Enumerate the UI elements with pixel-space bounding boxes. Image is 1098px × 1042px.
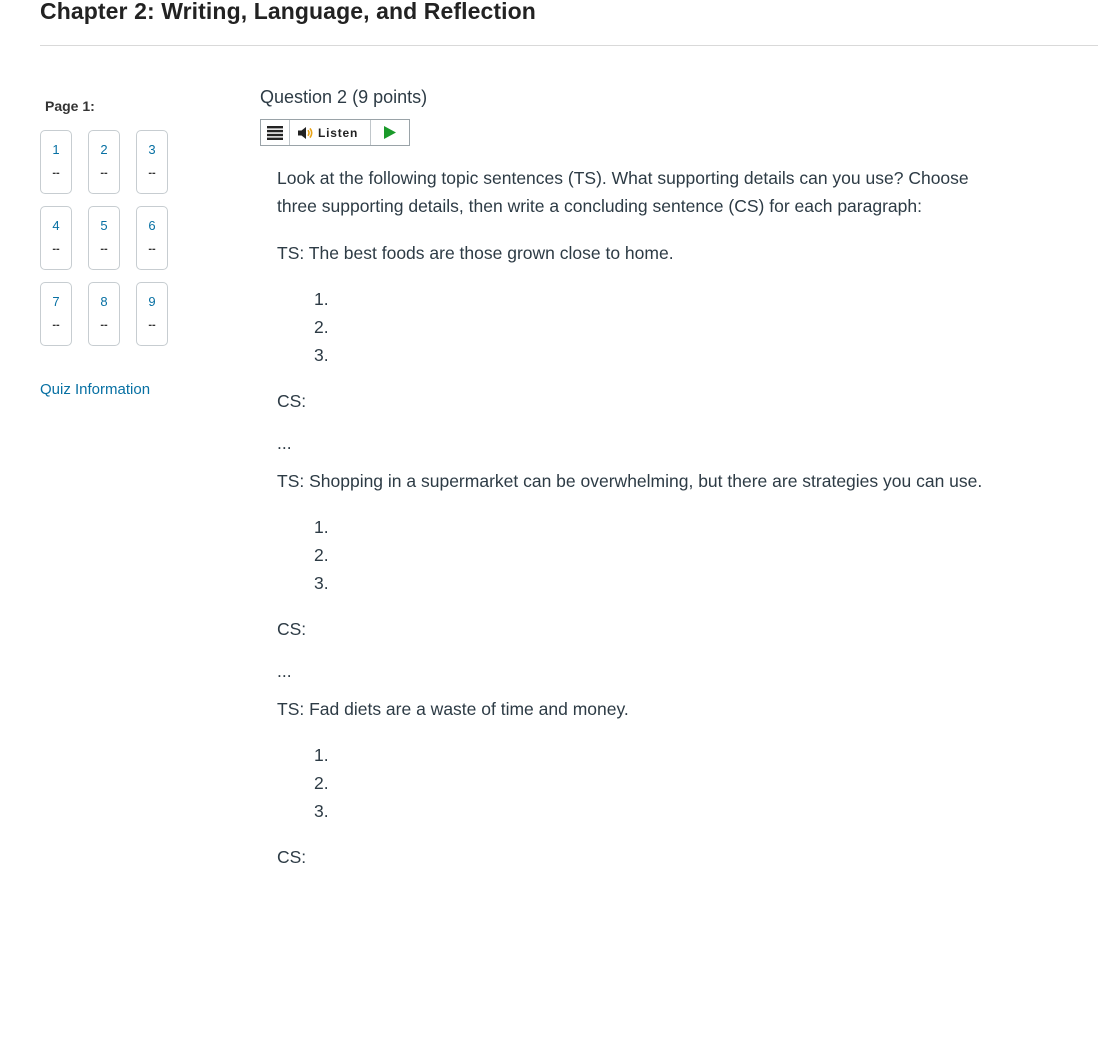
nav-question-number: 1 — [52, 142, 60, 157]
question-text — [277, 164, 997, 871]
question-points: (9 points) — [352, 87, 428, 107]
page-title: Chapter 2: Writing, Language, and Reflection — [40, 0, 536, 24]
nav-question-8[interactable] — [88, 282, 120, 346]
nav-question-status: -- — [100, 243, 108, 255]
question-number: Question 2 — [260, 87, 348, 107]
nav-question-status: -- — [100, 319, 108, 331]
play-icon — [384, 126, 396, 139]
nav-question-status: -- — [100, 167, 108, 179]
nav-question-status: -- — [52, 243, 60, 255]
nav-question-4[interactable] — [40, 206, 72, 270]
listen-label: Listen — [318, 125, 359, 140]
nav-question-7[interactable] — [40, 282, 72, 346]
list-item: 2. — [314, 773, 329, 793]
supporting-details-list — [277, 513, 997, 597]
question-title — [260, 87, 427, 108]
supporting-details-list — [277, 285, 997, 369]
list-item: 1. — [314, 289, 329, 309]
list-item: 2. — [314, 317, 329, 337]
read-aloud-toolbar — [260, 119, 410, 146]
list-item: 3. — [314, 573, 329, 593]
play-button[interactable] — [371, 120, 409, 145]
nav-question-status: -- — [52, 167, 60, 179]
nav-question-6[interactable] — [136, 206, 168, 270]
list-item: 3. — [314, 801, 329, 821]
list-item: 1. — [314, 517, 329, 537]
nav-question-9[interactable] — [136, 282, 168, 346]
nav-question-5[interactable] — [88, 206, 120, 270]
nav-page-label: Page 1: — [45, 98, 95, 114]
quiz-information-link[interactable]: Quiz Information — [40, 381, 151, 398]
nav-question-number: 6 — [148, 218, 156, 233]
nav-question-number: 3 — [148, 142, 156, 157]
nav-question-status: -- — [148, 243, 156, 255]
topic-sentence: TS: Shopping in a supermarket can be overwhelming, but there are strategies you can use. — [277, 471, 983, 491]
nav-question-3[interactable] — [136, 130, 168, 194]
topic-sentence: TS: The best foods are those grown close to home. — [277, 243, 674, 263]
concluding-sentence-label: CS: — [277, 391, 307, 411]
list-item: 3. — [314, 345, 329, 365]
nav-question-status: -- — [52, 319, 60, 331]
nav-question-number: 9 — [148, 294, 156, 309]
nav-question-number: 4 — [52, 218, 60, 233]
list-item: 2. — [314, 545, 329, 565]
ellipsis-text: ... — [277, 433, 292, 453]
concluding-sentence-label: CS: — [277, 619, 307, 639]
nav-question-2[interactable] — [88, 130, 120, 194]
menu-icon[interactable] — [261, 120, 290, 145]
title-divider — [40, 45, 1098, 46]
listen-button[interactable] — [290, 120, 371, 145]
question-intro: Look at the following topic sentences (TS). What supporting details can you use? Choose three supporting details, then write a concluding sentence (CS) for each paragraph: — [277, 168, 969, 216]
speaker-icon — [297, 126, 315, 140]
list-item: 1. — [314, 745, 329, 765]
ellipsis-text: ... — [277, 661, 292, 681]
nav-question-number: 2 — [100, 142, 108, 157]
supporting-details-list — [277, 741, 997, 825]
nav-question-1[interactable] — [40, 130, 72, 194]
nav-question-number: 7 — [52, 294, 60, 309]
nav-question-number: 5 — [100, 218, 108, 233]
nav-question-status: -- — [148, 319, 156, 331]
nav-question-status: -- — [148, 167, 156, 179]
topic-sentence: TS: Fad diets are a waste of time and money. — [277, 699, 629, 719]
nav-question-number: 8 — [100, 294, 108, 309]
concluding-sentence-label: CS: — [277, 847, 307, 867]
